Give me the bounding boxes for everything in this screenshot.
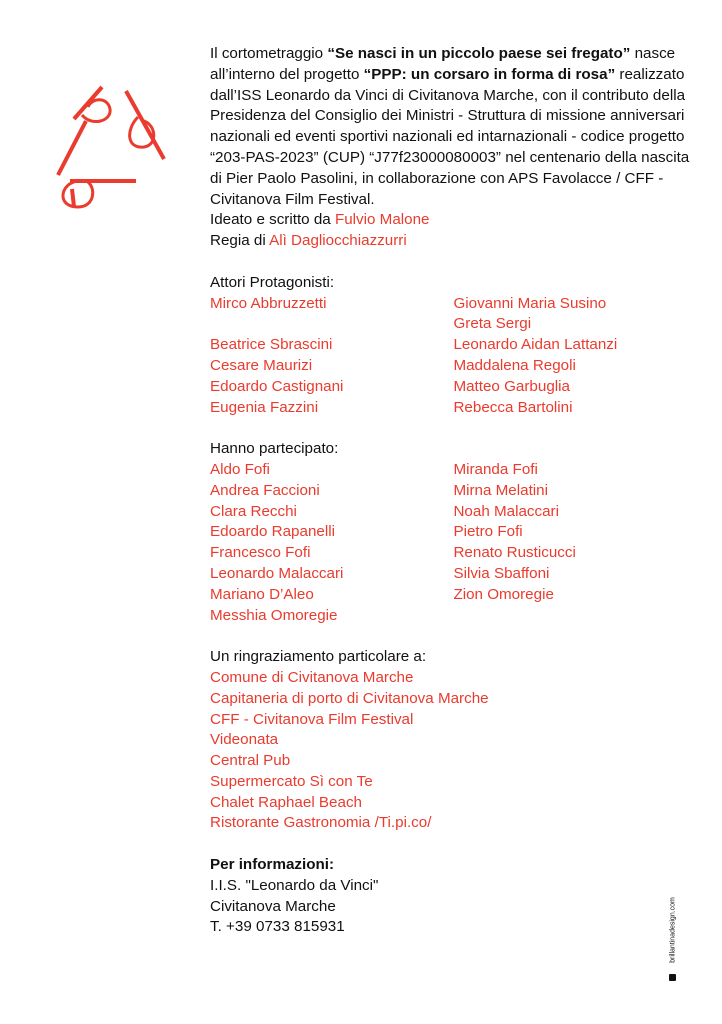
info-line: I.I.S. "Leonardo da Vinci" [210, 876, 379, 894]
intro-paragraph [210, 44, 690, 210]
actor-name: Edoardo Castignani [210, 377, 344, 395]
actors-column-1 [210, 294, 453, 419]
actors-column-2 [453, 294, 690, 419]
info-section [210, 855, 690, 938]
intro-text-3: realizzato dall’ISS Leonardo da Vinci di Civitanova Marche, con il contributo della Presidenza del Consiglio dei Ministri - Struttura di missione anniversari nazionali ed eventi sportivi nazionali ed intarnazionali - codice progetto “203-PAS-2023” (CUP) “J77f23000080003” nel centenario della nascita di Pier Paolo Pasolini, in collaborazione con APS Favolacce / CFF - Civitanova Film Festival. [210, 65, 690, 208]
thanks-item: Comune di Civitanova Marche [210, 668, 414, 686]
info-phone: T. +39 0733 815931 [210, 918, 345, 936]
participants-column-2 [453, 460, 690, 626]
thanks-item: Ristorante Gastronomia /Ti.pi.co/ [210, 814, 432, 832]
participant-name: Mariano D’Aleo [210, 585, 314, 603]
actor-name: Rebecca Bartolini [453, 398, 573, 416]
actor-name: Matteo Garbuglia [453, 377, 570, 395]
participant-name: Mirna Melatini [453, 481, 548, 499]
actor-name: Maddalena Regoli [453, 356, 576, 374]
written-by-label: Ideato e scritto da [210, 211, 335, 229]
thanks-section [210, 647, 690, 834]
thanks-item: CFF - Civitanova Film Festival [210, 710, 414, 728]
designer-credit-text: brillantinadesign.com [669, 897, 677, 963]
participant-name: Andrea Faccioni [210, 481, 320, 499]
project-title: “PPP: un corsaro in forma di rosa” [363, 65, 616, 83]
participant-name: Edoardo Rapanelli [210, 523, 335, 541]
thanks-item: Capitaneria di porto di Civitanova Marche [210, 689, 489, 707]
participant-name: Leonardo Malaccari [210, 564, 344, 582]
info-heading: Per informazioni: [210, 856, 335, 874]
actor-name: Giovanni Maria Susino [453, 294, 607, 312]
actor-name: Mirco Abbruzzetti [210, 294, 327, 312]
participant-name: Silvia Sbaffoni [453, 564, 550, 582]
actor-name: Beatrice Sbrascini [210, 336, 333, 354]
info-line: Civitanova Marche [210, 897, 336, 915]
actors-heading: Attori Protagonisti: [210, 273, 335, 291]
participant-name: Renato Rusticucci [453, 544, 576, 562]
participant-name: Messhia Omoregie [210, 606, 338, 624]
actor-name: Greta Sergi [453, 315, 532, 333]
actor-name: Cesare Maurizi [210, 356, 313, 374]
thanks-item: Central Pub [210, 752, 291, 770]
designer-credit [663, 890, 683, 980]
actor-name [210, 314, 453, 335]
participants-column-1 [210, 460, 453, 626]
actors-section [210, 273, 690, 419]
participants-section [210, 439, 690, 626]
main-content [210, 44, 690, 938]
writer-name: Fulvio Malone [334, 211, 430, 229]
participant-name: Clara Recchi [210, 502, 297, 520]
thanks-item: Supermercato Sì con Te [210, 772, 373, 790]
director-name: Alì Dagliocchiazzurri [269, 232, 407, 250]
participant-name: Aldo Fofi [210, 460, 270, 478]
participant-name: Noah Malaccari [453, 502, 559, 520]
participant-name: Miranda Fofi [453, 460, 538, 478]
participant-name: Zion Omoregie [453, 585, 554, 603]
intro-text-1: Il cortometraggio [210, 45, 328, 62]
film-title: “Se nasci in un piccolo paese sei fregato” [327, 45, 631, 62]
intro-text-2: nasce all’interno del progetto [210, 45, 676, 83]
thanks-item: Chalet Raphael Beach [210, 793, 362, 811]
designer-mark-icon [669, 974, 676, 981]
actor-name: Eugenia Fazzini [210, 398, 319, 416]
thanks-item: Videonata [210, 731, 279, 749]
participant-name: Pietro Fofi [453, 523, 523, 541]
directed-by [210, 231, 690, 252]
actor-name: Leonardo Aidan Lattanzi [453, 336, 618, 354]
ppp-logo [52, 85, 178, 210]
participants-heading: Hanno partecipato: [210, 440, 339, 458]
directed-by-label: Regia di [210, 232, 270, 250]
participant-name: Francesco Fofi [210, 544, 311, 562]
thanks-heading: Un ringraziamento particolare a: [210, 648, 427, 666]
written-by [210, 210, 690, 231]
